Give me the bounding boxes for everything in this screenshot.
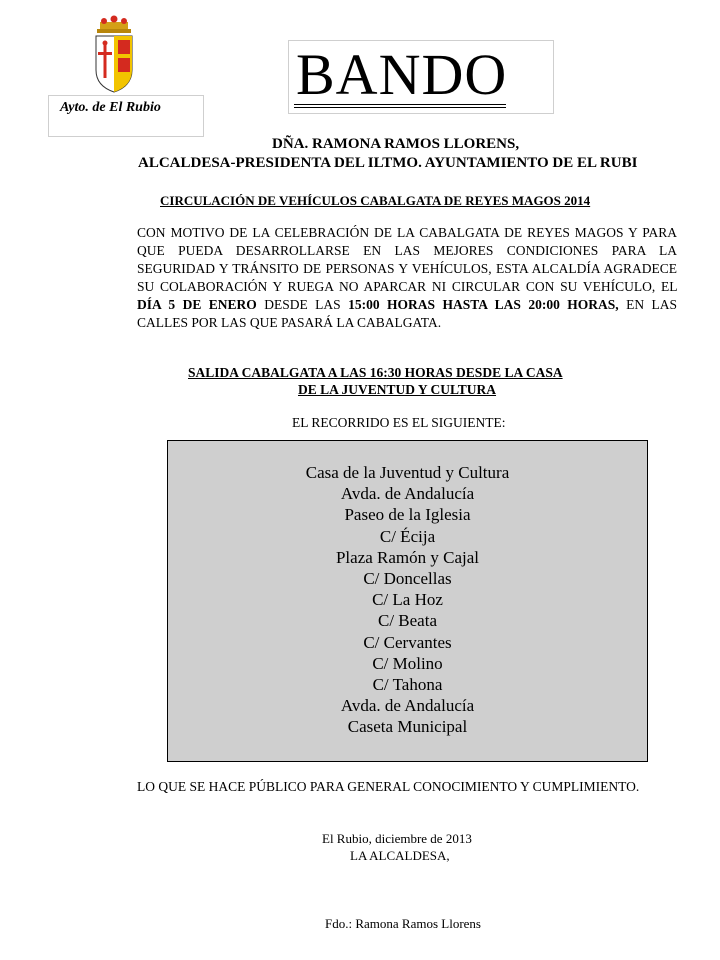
signatory-role: LA ALCALDESA,: [350, 848, 450, 863]
route-item: C/ Doncellas: [363, 569, 452, 589]
closing-paragraph: LO QUE SE HACE PÚBLICO PARA GENERAL CONOCIMIENTO Y CUMPLIMIENTO.: [137, 779, 640, 794]
document-title: BANDO: [296, 42, 508, 107]
route-item: Avda. de Andalucía: [340, 696, 475, 716]
title-underline: [294, 107, 506, 108]
departure-heading-line2: DE LA JUVENTUD Y CULTURA: [298, 382, 497, 397]
hours-highlight: 15:00 HORAS HASTA LAS 20:00 HORAS,: [348, 297, 619, 312]
intro-paragraph: [137, 224, 677, 332]
mayor-title: ALCALDESA-PRESIDENTA DEL ILTMO. AYUNTAMIENTO DE EL RUBI: [138, 155, 638, 171]
route-intro: EL RECORRIDO ES EL SIGUIENTE:: [292, 415, 506, 430]
mayor-name: DÑA. RAMONA RAMOS LLORENS,: [272, 136, 520, 152]
route-list: [167, 462, 648, 738]
subject-heading: CIRCULACIÓN DE VEHÍCULOS CABALGATA DE REYES MAGOS 2014: [160, 193, 591, 208]
route-item: Avda. de Andalucía: [340, 484, 475, 504]
intro-text: CON MOTIVO DE LA CELEBRACIÓN DE LA CABALGATA DE REYES MAGOS Y PARA QUE PUEDA DESARROLLARSE EN LAS MEJORES CONDICIONES PARA LA SEGURIDAD Y TRÁNSITO DE PERSONAS Y VEHÍCULOS, ESTA ALCALDÍA AGRADECE SU COLABORACIÓN Y RUEGA NO APARCAR NI CIRCULAR CON SU VEHÍCULO, EL: [137, 225, 677, 294]
route-item: Casa de la Juventud y Cultura: [305, 463, 510, 482]
route-item: Paseo de la Iglesia: [344, 505, 471, 525]
municipality-label: Ayto. de El Rubio: [60, 100, 161, 115]
title-underline: [294, 104, 506, 105]
route-item: C/ Écija: [379, 526, 436, 546]
route-item: C/ Tahona: [372, 675, 443, 695]
route-item: Plaza Ramón y Cajal: [335, 547, 480, 567]
route-item: C/ Molino: [372, 653, 443, 673]
coat-of-arms-icon: [92, 14, 136, 94]
intro-mid-text: DESDE LAS: [264, 297, 341, 312]
intro-end-text: EN LAS CALLES POR LAS QUE PASARÁ LA CABALGATA.: [137, 297, 678, 330]
route-item: C/ Beata: [377, 611, 437, 631]
departure-heading-line1: SALIDA CABALGATA A LAS 16:30 HORAS DESDE LA CASA: [188, 365, 563, 380]
place-date: El Rubio, diciembre de 2013: [322, 831, 472, 846]
route-item: C/ La Hoz: [372, 590, 443, 610]
route-item: C/ Cervantes: [363, 632, 452, 652]
signatory-name: Fdo.: Ramona Ramos Llorens: [325, 916, 481, 931]
route-item: Caseta Municipal: [347, 717, 468, 737]
date-highlight: DÍA 5 DE ENERO: [137, 297, 257, 312]
